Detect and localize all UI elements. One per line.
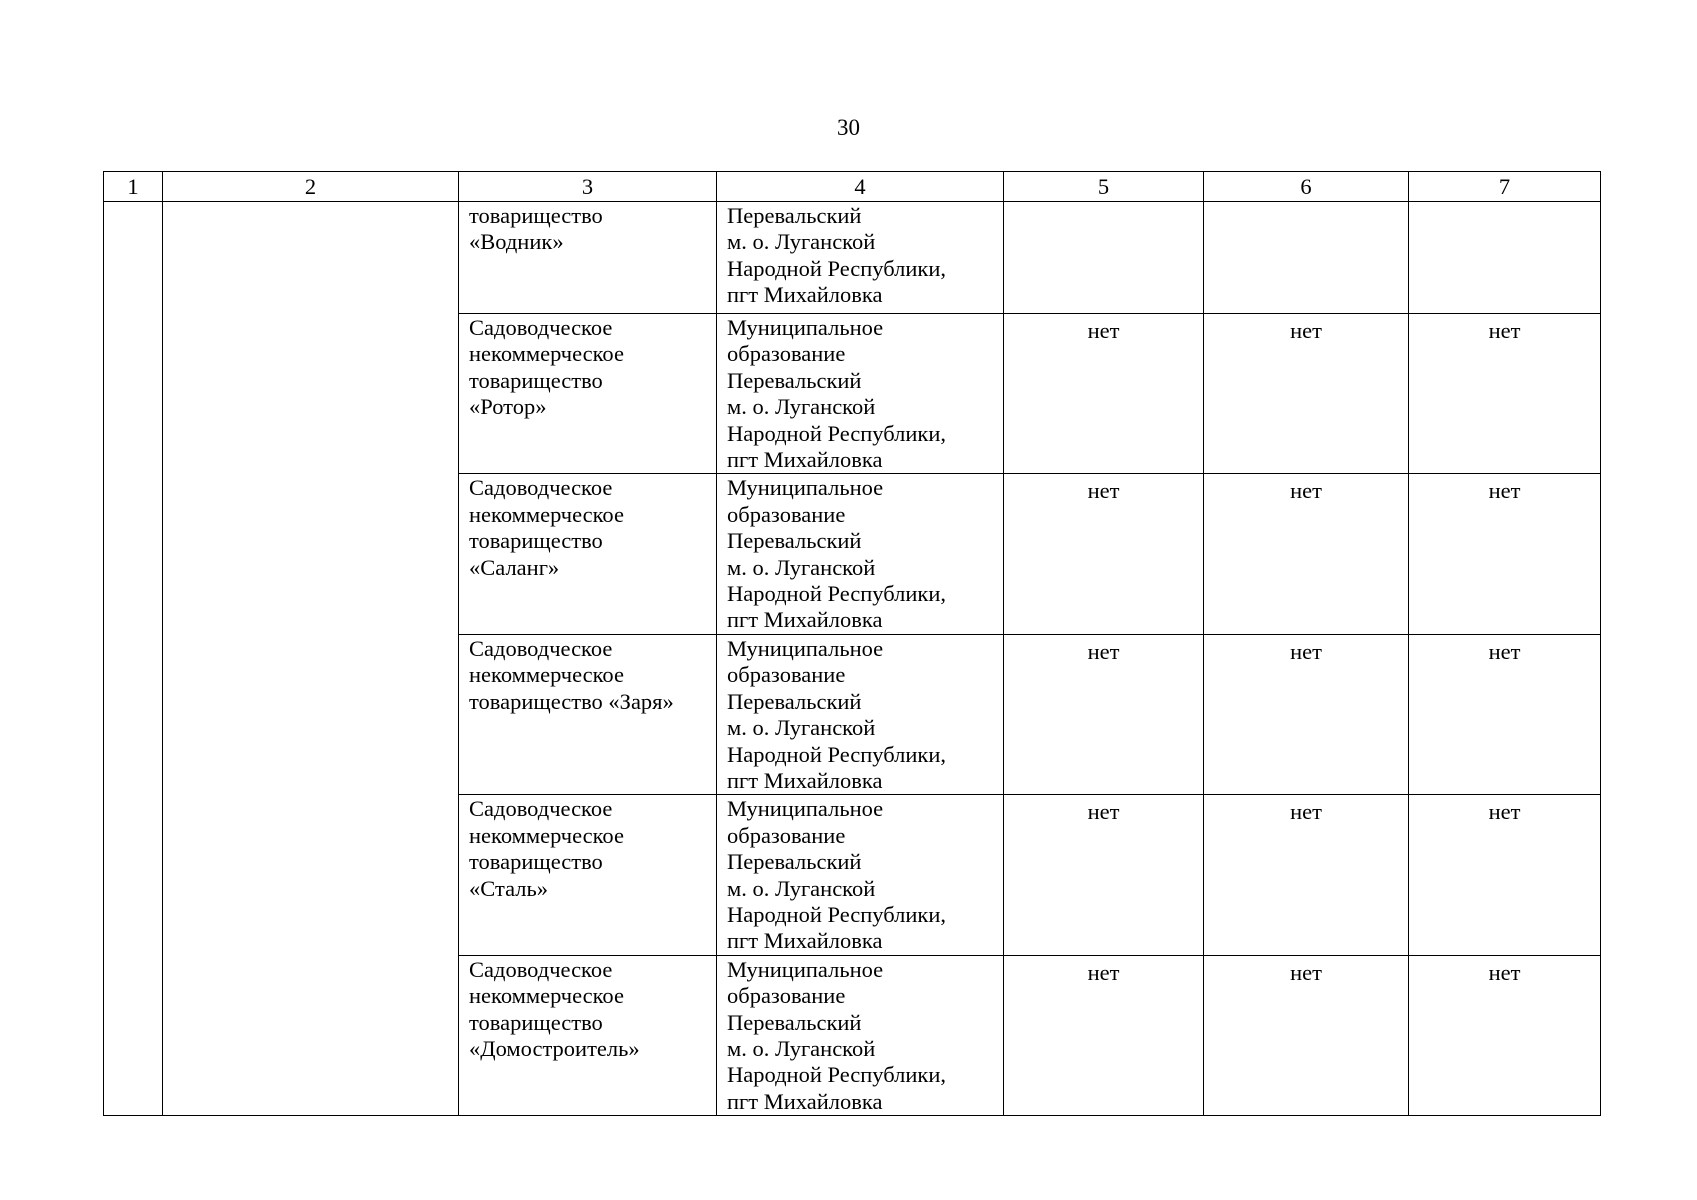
column-5-cell [1004, 795, 1204, 955]
location-text: Муниципальное образование Перевальский м. о. Луганской Народной Республики, пгт Михайловка [727, 956, 946, 1114]
column-6-value [1204, 202, 1408, 206]
column-5-value: нет [1087, 799, 1120, 825]
column-5-value [1004, 202, 1203, 206]
location-cell [717, 314, 1004, 474]
column-7-cell [1409, 955, 1601, 1115]
organization-name: Садоводческое некоммерческое товарищество «Сталь» [469, 796, 624, 901]
organization-name: Садоводческое некоммерческое товарищество «Домостроитель» [469, 956, 640, 1061]
column-header-5: 5 [1004, 172, 1204, 202]
column-7-cell [1409, 314, 1601, 474]
column-7-cell [1409, 795, 1601, 955]
column-6-value: нет [1290, 318, 1322, 343]
column-5-value: нет [1087, 959, 1120, 985]
location-cell [717, 634, 1004, 794]
location-text: Муниципальное образование Перевальский м. о. Луганской Народной Республики, пгт Михайловка [727, 635, 946, 793]
organization-cell [459, 474, 717, 634]
column-5-cell [1004, 474, 1204, 634]
page-number: 30 [837, 115, 860, 140]
column-6-cell [1204, 202, 1409, 314]
column-6-value: нет [1290, 638, 1322, 664]
column-5-cell [1004, 955, 1204, 1115]
column-7-cell [1409, 202, 1601, 314]
location-text: Муниципальное образование Перевальский м. о. Луганской Народной Республики, пгт Михайловка [727, 315, 946, 473]
organization-cell [459, 955, 717, 1115]
column-header-3: 3 [459, 172, 717, 202]
table-row [104, 202, 1601, 314]
column-5-value: нет [1087, 478, 1120, 504]
column-1-cell [104, 202, 163, 1116]
column-6-cell [1204, 474, 1409, 634]
column-2-cell [163, 202, 459, 1116]
column-6-value: нет [1290, 799, 1322, 825]
column-6-cell [1204, 634, 1409, 794]
table-header-row [104, 172, 1601, 202]
column-6-value: нет [1290, 478, 1322, 504]
column-7-cell [1409, 634, 1601, 794]
location-text: Муниципальное образование Перевальский м. о. Луганской Народной Республики, пгт Михайловка [727, 475, 946, 633]
location-cell [717, 955, 1004, 1115]
organization-name: Садоводческое некоммерческое товарищество «Ротор» [469, 315, 624, 420]
column-7-value: нет [1488, 638, 1521, 664]
column-5-cell [1004, 314, 1204, 474]
column-7-cell [1409, 474, 1601, 634]
document-table [103, 171, 1601, 1116]
column-7-value: нет [1488, 959, 1521, 985]
column-header-7: 7 [1409, 172, 1601, 202]
location-cell [717, 474, 1004, 634]
column-5-cell [1004, 634, 1204, 794]
organization-cell [459, 314, 717, 474]
organization-name: Садоводческое некоммерческое товарищество «Заря» [469, 635, 674, 714]
column-header-2: 2 [163, 172, 459, 202]
column-7-value: нет [1488, 318, 1521, 343]
column-7-value: нет [1488, 478, 1521, 504]
column-7-value: нет [1488, 799, 1521, 825]
location-text: Муниципальное образование Перевальский м. о. Луганской Народной Республики, пгт Михайловка [727, 796, 946, 954]
column-header-4: 4 [717, 172, 1004, 202]
location-text: Перевальский м. о. Луганской Народной Республики, пгт Михайловка [727, 203, 946, 308]
column-header-1: 1 [104, 172, 163, 202]
column-5-value: нет [1087, 638, 1120, 664]
organization-cell [459, 202, 717, 314]
column-header-6: 6 [1204, 172, 1409, 202]
column-6-cell [1204, 955, 1409, 1115]
column-5-value: нет [1087, 318, 1120, 343]
organization-name: Садоводческое некоммерческое товарищество «Саланг» [469, 475, 624, 580]
column-6-cell [1204, 314, 1409, 474]
organization-cell [459, 634, 717, 794]
organization-cell [459, 795, 717, 955]
column-6-cell [1204, 795, 1409, 955]
location-cell [717, 202, 1004, 314]
column-7-value [1409, 202, 1600, 206]
column-5-cell [1004, 202, 1204, 314]
location-cell [717, 795, 1004, 955]
column-6-value: нет [1290, 959, 1322, 985]
organization-name: товарищество «Водник» [469, 203, 603, 255]
